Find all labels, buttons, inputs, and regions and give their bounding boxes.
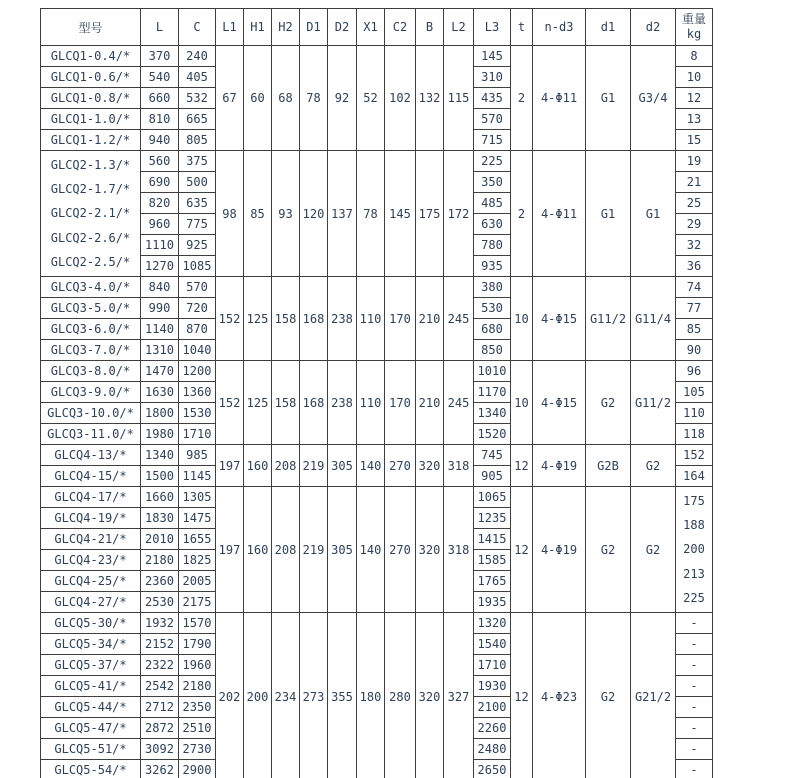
cell-L: 1932 — [141, 613, 179, 634]
cell-L: 660 — [141, 88, 179, 109]
cell-L: 1470 — [141, 361, 179, 382]
cell-B: 320 — [416, 613, 444, 778]
cell-D2: 137 — [328, 151, 357, 277]
weight-cell-line: 200 — [683, 542, 705, 557]
cell-t: 10 — [511, 361, 533, 445]
model-cell: GLCQ4-21/* — [41, 529, 141, 550]
spec-table-head — [41, 9, 713, 46]
cell-d1: G2 — [586, 361, 631, 445]
cell-L3: 905 — [474, 466, 511, 487]
model-cell: GLCQ4-25/* — [41, 571, 141, 592]
cell-L1: 67 — [216, 46, 244, 151]
weight-cell: 13 — [676, 109, 713, 130]
cell-L3: 2260 — [474, 718, 511, 739]
cell-H2: 158 — [272, 361, 300, 445]
cell-L: 3262 — [141, 760, 179, 778]
weight-cell: - — [676, 760, 713, 778]
table-row — [41, 361, 713, 382]
cell-t: 2 — [511, 46, 533, 151]
cell-D1: 168 — [300, 277, 328, 361]
cell-L3: 1010 — [474, 361, 511, 382]
cell-C: 1145 — [179, 466, 216, 487]
cell-L: 1660 — [141, 487, 179, 508]
weight-cell: 36 — [676, 256, 713, 277]
cell-X1: 140 — [357, 445, 385, 487]
cell-L1: 197 — [216, 445, 244, 487]
cell-L3: 435 — [474, 88, 511, 109]
cell-L: 1800 — [141, 403, 179, 424]
model-cell: GLCQ1-0.8/* — [41, 88, 141, 109]
col-header-L: L — [141, 9, 179, 46]
model-cell: GLCQ4-17/* — [41, 487, 141, 508]
cell-L3: 485 — [474, 193, 511, 214]
cell-L: 540 — [141, 67, 179, 88]
cell-C: 985 — [179, 445, 216, 466]
cell-C: 1040 — [179, 340, 216, 361]
cell-C2: 102 — [385, 46, 416, 151]
col-header-H1: H1 — [244, 9, 272, 46]
cell-nd3: 4-Φ11 — [533, 46, 586, 151]
cell-C: 775 — [179, 214, 216, 235]
cell-t: 10 — [511, 277, 533, 361]
table-row — [41, 613, 713, 634]
cell-C: 532 — [179, 88, 216, 109]
cell-L3: 935 — [474, 256, 511, 277]
cell-B: 132 — [416, 46, 444, 151]
cell-L3: 530 — [474, 298, 511, 319]
cell-C: 2005 — [179, 571, 216, 592]
model-cell: GLCQ3-6.0/* — [41, 319, 141, 340]
weight-cell: 32 — [676, 235, 713, 256]
model-cell: GLCQ3-11.0/* — [41, 424, 141, 445]
cell-L: 990 — [141, 298, 179, 319]
weight-cell: 12 — [676, 88, 713, 109]
model-cell: GLCQ3-5.0/* — [41, 298, 141, 319]
cell-L1: 197 — [216, 487, 244, 613]
cell-d2: G1 — [631, 151, 676, 277]
cell-L2: 327 — [444, 613, 474, 778]
cell-H2: 158 — [272, 277, 300, 361]
cell-L3: 2480 — [474, 739, 511, 760]
cell-C: 1655 — [179, 529, 216, 550]
weight-cell: 90 — [676, 340, 713, 361]
cell-H2: 68 — [272, 46, 300, 151]
col-header-C: C — [179, 9, 216, 46]
cell-nd3: 4-Φ15 — [533, 277, 586, 361]
cell-L: 1630 — [141, 382, 179, 403]
cell-L3: 1765 — [474, 571, 511, 592]
cell-L: 840 — [141, 277, 179, 298]
weight-cell: - — [676, 634, 713, 655]
cell-L: 1270 — [141, 256, 179, 277]
cell-d2: G11/4 — [631, 277, 676, 361]
cell-H1: 160 — [244, 445, 272, 487]
model-cell-lines — [41, 153, 140, 275]
weight-cell: - — [676, 739, 713, 760]
col-header-H2: H2 — [272, 9, 300, 46]
model-cell: GLCQ4-13/* — [41, 445, 141, 466]
weight-header-line: 重量 — [681, 12, 706, 26]
cell-L: 690 — [141, 172, 179, 193]
cell-nd3: 4-Φ23 — [533, 613, 586, 778]
cell-d2: G11/2 — [631, 361, 676, 445]
cell-L3: 1415 — [474, 529, 511, 550]
weight-cell: 96 — [676, 361, 713, 382]
weight-cell — [676, 487, 713, 613]
cell-D2: 238 — [328, 277, 357, 361]
cell-C: 570 — [179, 277, 216, 298]
cell-C: 1305 — [179, 487, 216, 508]
cell-B: 210 — [416, 277, 444, 361]
cell-L3: 1340 — [474, 403, 511, 424]
cell-C: 240 — [179, 46, 216, 67]
cell-L3: 380 — [474, 277, 511, 298]
cell-L2: 115 — [444, 46, 474, 151]
cell-H1: 125 — [244, 361, 272, 445]
cell-D1: 273 — [300, 613, 328, 778]
cell-L3: 1930 — [474, 676, 511, 697]
weight-cell-line: 188 — [683, 518, 705, 533]
table-row — [41, 151, 713, 172]
cell-X1: 110 — [357, 277, 385, 361]
cell-L2: 245 — [444, 361, 474, 445]
cell-L: 2322 — [141, 655, 179, 676]
cell-B: 175 — [416, 151, 444, 277]
cell-C: 2510 — [179, 718, 216, 739]
weight-cell: 105 — [676, 382, 713, 403]
cell-H2: 93 — [272, 151, 300, 277]
cell-L3: 2650 — [474, 760, 511, 778]
spec-table — [40, 8, 713, 778]
model-cell: GLCQ5-41/* — [41, 676, 141, 697]
cell-d2: G2 — [631, 445, 676, 487]
cell-C: 720 — [179, 298, 216, 319]
cell-L: 2152 — [141, 634, 179, 655]
model-cell: GLCQ5-30/* — [41, 613, 141, 634]
model-cell-line: GLCQ2-2.5/* — [50, 255, 131, 270]
col-header-C2: C2 — [385, 9, 416, 46]
cell-C: 1200 — [179, 361, 216, 382]
cell-L: 1830 — [141, 508, 179, 529]
cell-L3: 145 — [474, 46, 511, 67]
cell-C2: 170 — [385, 277, 416, 361]
cell-B: 210 — [416, 361, 444, 445]
cell-L3: 1235 — [474, 508, 511, 529]
cell-L2: 172 — [444, 151, 474, 277]
model-cell — [41, 151, 141, 277]
cell-L3: 630 — [474, 214, 511, 235]
cell-H2: 234 — [272, 613, 300, 778]
cell-L: 2712 — [141, 697, 179, 718]
cell-L3: 1540 — [474, 634, 511, 655]
cell-L3: 1520 — [474, 424, 511, 445]
cell-L: 820 — [141, 193, 179, 214]
weight-cell: - — [676, 655, 713, 676]
model-cell: GLCQ5-34/* — [41, 634, 141, 655]
model-cell-line: GLCQ2-1.7/* — [50, 182, 131, 197]
cell-C: 1360 — [179, 382, 216, 403]
col-header-L3: L3 — [474, 9, 511, 46]
weight-cell: - — [676, 676, 713, 697]
weight-cell: 152 — [676, 445, 713, 466]
cell-d2: G21/2 — [631, 613, 676, 778]
weight-cell: - — [676, 613, 713, 634]
cell-D1: 78 — [300, 46, 328, 151]
cell-X1: 110 — [357, 361, 385, 445]
cell-L: 960 — [141, 214, 179, 235]
cell-d2: G3/4 — [631, 46, 676, 151]
cell-C: 635 — [179, 193, 216, 214]
weight-cell: 164 — [676, 466, 713, 487]
cell-L3: 1585 — [474, 550, 511, 571]
cell-nd3: 4-Φ15 — [533, 361, 586, 445]
weight-cell-lines — [676, 489, 712, 611]
cell-C: 1710 — [179, 424, 216, 445]
cell-C: 2350 — [179, 697, 216, 718]
cell-L3: 350 — [474, 172, 511, 193]
cell-L: 370 — [141, 46, 179, 67]
model-cell: GLCQ5-44/* — [41, 697, 141, 718]
cell-B: 320 — [416, 445, 444, 487]
col-header-X1: X1 — [357, 9, 385, 46]
cell-C: 405 — [179, 67, 216, 88]
weight-cell: 118 — [676, 424, 713, 445]
cell-L3: 570 — [474, 109, 511, 130]
weight-cell: 19 — [676, 151, 713, 172]
cell-t: 12 — [511, 445, 533, 487]
cell-C: 500 — [179, 172, 216, 193]
cell-D2: 92 — [328, 46, 357, 151]
cell-H1: 200 — [244, 613, 272, 778]
cell-D1: 168 — [300, 361, 328, 445]
cell-B: 320 — [416, 487, 444, 613]
cell-C: 1085 — [179, 256, 216, 277]
weight-cell: 77 — [676, 298, 713, 319]
cell-C: 2180 — [179, 676, 216, 697]
cell-C2: 145 — [385, 151, 416, 277]
cell-d1: G1 — [586, 46, 631, 151]
weight-cell: 25 — [676, 193, 713, 214]
cell-H1: 160 — [244, 487, 272, 613]
spec-table-body — [41, 46, 713, 778]
cell-L: 1340 — [141, 445, 179, 466]
cell-X1: 140 — [357, 487, 385, 613]
col-header-D1: D1 — [300, 9, 328, 46]
cell-C2: 280 — [385, 613, 416, 778]
cell-H2: 208 — [272, 445, 300, 487]
weight-cell-line: 213 — [683, 566, 705, 581]
cell-L3: 225 — [474, 151, 511, 172]
cell-d1: G11/2 — [586, 277, 631, 361]
cell-d2: G2 — [631, 487, 676, 613]
cell-H2: 208 — [272, 487, 300, 613]
cell-C2: 170 — [385, 361, 416, 445]
cell-L: 2180 — [141, 550, 179, 571]
model-cell-line: GLCQ2-2.6/* — [50, 230, 131, 245]
weight-cell: 15 — [676, 130, 713, 151]
cell-D1: 219 — [300, 445, 328, 487]
weight-cell: 21 — [676, 172, 713, 193]
model-cell: GLCQ3-4.0/* — [41, 277, 141, 298]
cell-D2: 305 — [328, 445, 357, 487]
cell-L3: 680 — [474, 319, 511, 340]
model-cell: GLCQ4-15/* — [41, 466, 141, 487]
model-cell: GLCQ4-19/* — [41, 508, 141, 529]
cell-L1: 202 — [216, 613, 244, 778]
weight-cell: 10 — [676, 67, 713, 88]
col-header-t: t — [511, 9, 533, 46]
col-header-d2: d2 — [631, 9, 676, 46]
cell-d1: G2B — [586, 445, 631, 487]
cell-t: 2 — [511, 151, 533, 277]
cell-d1: G1 — [586, 151, 631, 277]
cell-C: 1825 — [179, 550, 216, 571]
cell-L: 810 — [141, 109, 179, 130]
model-cell: GLCQ5-51/* — [41, 739, 141, 760]
cell-L3: 850 — [474, 340, 511, 361]
model-cell: GLCQ3-10.0/* — [41, 403, 141, 424]
cell-nd3: 4-Φ19 — [533, 487, 586, 613]
cell-L: 2010 — [141, 529, 179, 550]
cell-D2: 355 — [328, 613, 357, 778]
col-header-型号: 型号 — [41, 9, 141, 46]
cell-X1: 180 — [357, 613, 385, 778]
cell-L: 560 — [141, 151, 179, 172]
cell-C: 1960 — [179, 655, 216, 676]
cell-X1: 78 — [357, 151, 385, 277]
weight-cell: 8 — [676, 46, 713, 67]
col-header-weight — [676, 9, 713, 46]
model-cell-line: GLCQ2-1.3/* — [50, 157, 131, 172]
cell-nd3: 4-Φ19 — [533, 445, 586, 487]
cell-D1: 120 — [300, 151, 328, 277]
cell-L: 2530 — [141, 592, 179, 613]
model-cell: GLCQ5-37/* — [41, 655, 141, 676]
cell-L1: 98 — [216, 151, 244, 277]
model-cell-line: GLCQ2-2.1/* — [50, 206, 131, 221]
cell-L3: 715 — [474, 130, 511, 151]
cell-H1: 85 — [244, 151, 272, 277]
weight-cell: 85 — [676, 319, 713, 340]
table-row — [41, 46, 713, 67]
cell-L1: 152 — [216, 361, 244, 445]
cell-L3: 310 — [474, 67, 511, 88]
weight-cell: - — [676, 697, 713, 718]
weight-cell: 29 — [676, 214, 713, 235]
cell-C: 870 — [179, 319, 216, 340]
col-header-L1: L1 — [216, 9, 244, 46]
cell-L: 1140 — [141, 319, 179, 340]
col-header-B: B — [416, 9, 444, 46]
cell-L3: 1170 — [474, 382, 511, 403]
cell-L3: 780 — [474, 235, 511, 256]
cell-C: 1530 — [179, 403, 216, 424]
cell-D2: 305 — [328, 487, 357, 613]
cell-L: 3092 — [141, 739, 179, 760]
model-cell: GLCQ4-23/* — [41, 550, 141, 571]
cell-L: 1980 — [141, 424, 179, 445]
cell-C: 2175 — [179, 592, 216, 613]
cell-C: 1570 — [179, 613, 216, 634]
cell-C: 2730 — [179, 739, 216, 760]
cell-C: 1790 — [179, 634, 216, 655]
cell-H1: 125 — [244, 277, 272, 361]
cell-L: 2360 — [141, 571, 179, 592]
cell-d1: G2 — [586, 613, 631, 778]
model-cell: GLCQ5-54/* — [41, 760, 141, 778]
cell-C: 805 — [179, 130, 216, 151]
cell-C2: 270 — [385, 445, 416, 487]
cell-nd3: 4-Φ11 — [533, 151, 586, 277]
cell-L3: 1320 — [474, 613, 511, 634]
cell-D1: 219 — [300, 487, 328, 613]
cell-L3: 1065 — [474, 487, 511, 508]
model-cell: GLCQ1-0.6/* — [41, 67, 141, 88]
model-cell: GLCQ3-9.0/* — [41, 382, 141, 403]
cell-L2: 245 — [444, 277, 474, 361]
header-row — [41, 9, 713, 46]
cell-t: 12 — [511, 487, 533, 613]
weight-cell: - — [676, 718, 713, 739]
cell-L: 2872 — [141, 718, 179, 739]
cell-C: 925 — [179, 235, 216, 256]
cell-L: 1310 — [141, 340, 179, 361]
model-cell: GLCQ3-8.0/* — [41, 361, 141, 382]
model-cell: GLCQ4-27/* — [41, 592, 141, 613]
cell-L: 1110 — [141, 235, 179, 256]
cell-L1: 152 — [216, 277, 244, 361]
model-cell: GLCQ1-1.2/* — [41, 130, 141, 151]
cell-L3: 745 — [474, 445, 511, 466]
cell-L2: 318 — [444, 487, 474, 613]
weight-cell-line: 225 — [683, 591, 705, 606]
cell-C2: 270 — [385, 487, 416, 613]
cell-L3: 2100 — [474, 697, 511, 718]
cell-C: 1475 — [179, 508, 216, 529]
cell-L: 1500 — [141, 466, 179, 487]
model-cell: GLCQ1-0.4/* — [41, 46, 141, 67]
cell-d1: G2 — [586, 487, 631, 613]
col-header-L2: L2 — [444, 9, 474, 46]
cell-X1: 52 — [357, 46, 385, 151]
col-header-D2: D2 — [328, 9, 357, 46]
col-header-d1: d1 — [586, 9, 631, 46]
cell-C: 2900 — [179, 760, 216, 778]
table-row — [41, 445, 713, 466]
weight-cell-line: 175 — [683, 493, 705, 508]
weight-cell: 74 — [676, 277, 713, 298]
cell-L3: 1935 — [474, 592, 511, 613]
weight-header-line: kg — [686, 27, 702, 41]
table-row — [41, 487, 713, 508]
cell-H1: 60 — [244, 46, 272, 151]
model-cell: GLCQ1-1.0/* — [41, 109, 141, 130]
model-cell: GLCQ3-7.0/* — [41, 340, 141, 361]
model-cell: GLCQ5-47/* — [41, 718, 141, 739]
cell-L: 940 — [141, 130, 179, 151]
table-row — [41, 277, 713, 298]
col-header-n-d3: n-d3 — [533, 9, 586, 46]
weight-cell: 110 — [676, 403, 713, 424]
cell-L2: 318 — [444, 445, 474, 487]
cell-L: 2542 — [141, 676, 179, 697]
cell-C: 375 — [179, 151, 216, 172]
cell-D2: 238 — [328, 361, 357, 445]
cell-t: 12 — [511, 613, 533, 778]
cell-C: 665 — [179, 109, 216, 130]
cell-L3: 1710 — [474, 655, 511, 676]
